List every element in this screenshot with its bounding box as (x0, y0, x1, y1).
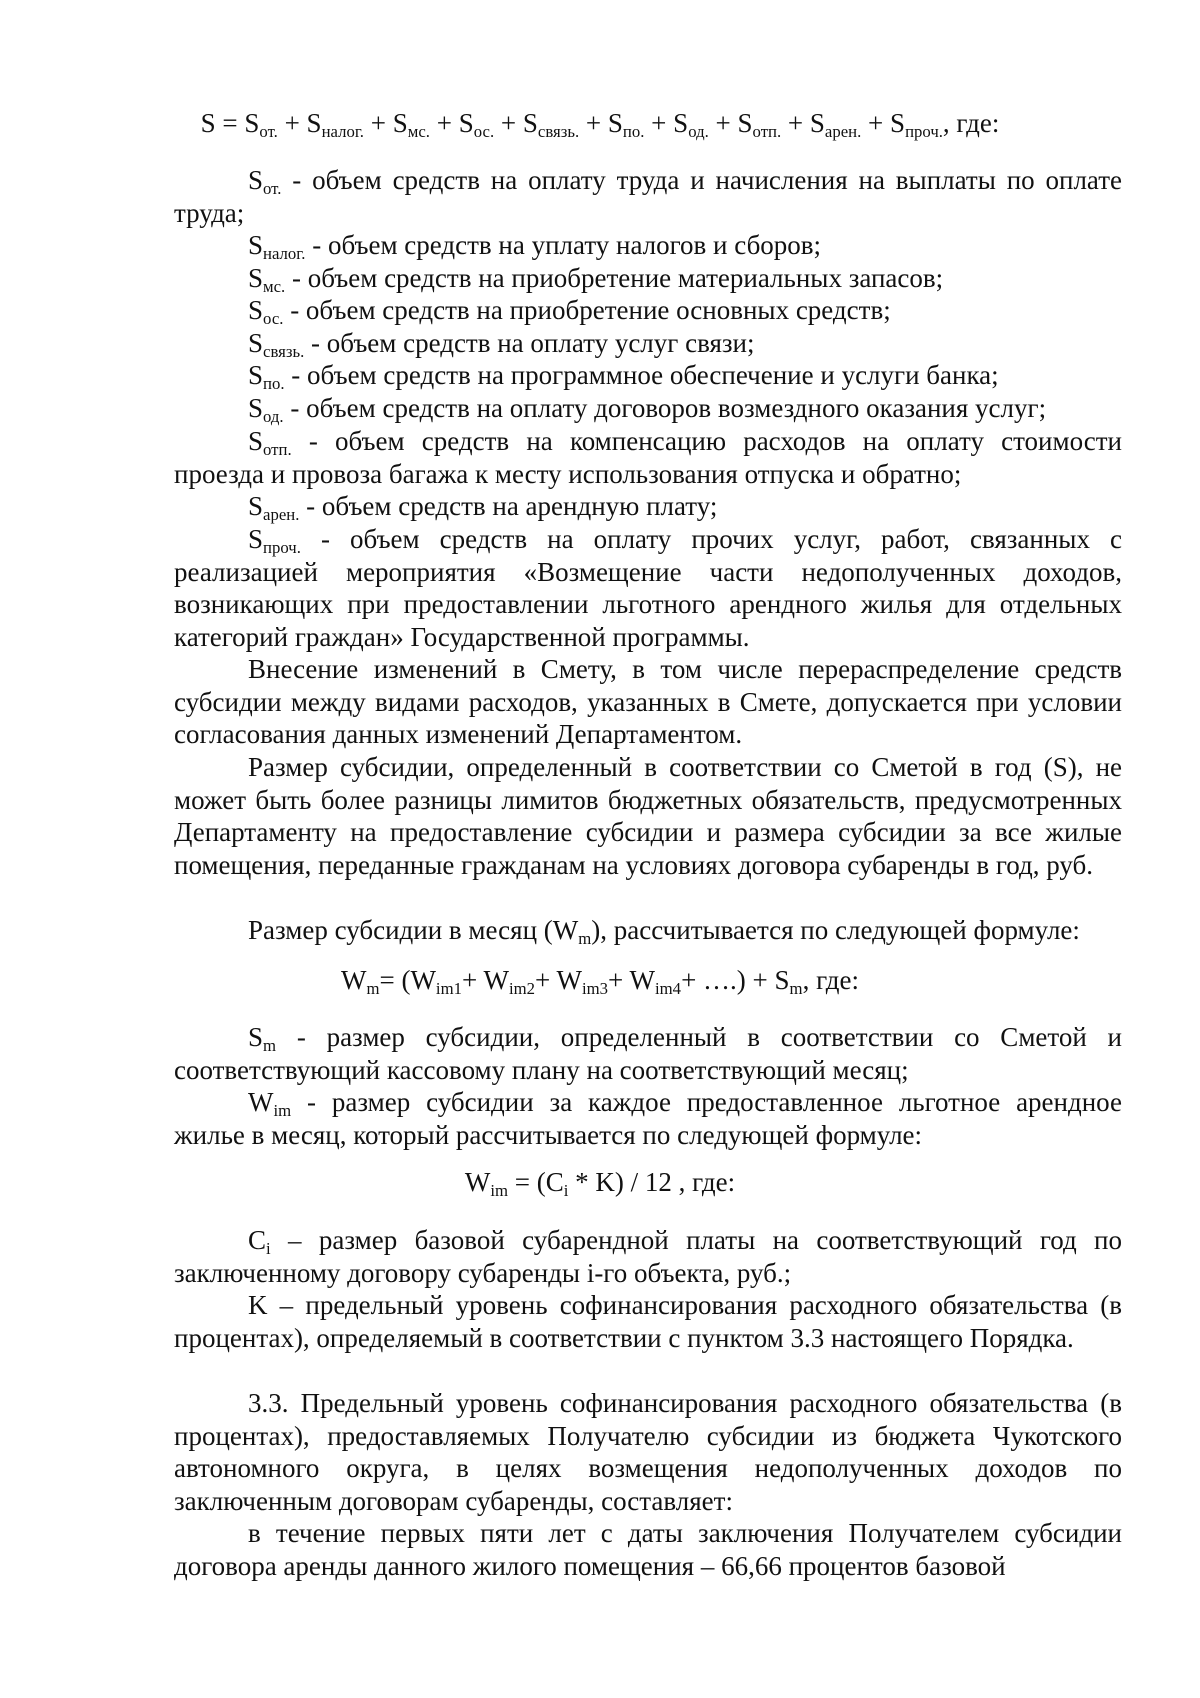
formula-lhs: S (200, 108, 216, 138)
definition-w-im: $W_{im}$ - размер субсидии за каждое предоставленное льготное арендное жилье в месяц, который рассчитывается по следующей формуле: (174, 1087, 1122, 1150)
formula-term: $S_{налог.}$ (306, 108, 364, 142)
definition-s-otp: $S_{отп.}$ - объем средств на компенсацию расходов на оплату стоимости проезда и провоза багажа к месту использования отпуска и обратно; (174, 426, 1122, 489)
paragraph-monthly-subsidy: Размер субсидии в месяц $(W_m)$, рассчитывается по следующей формуле: (248, 915, 1080, 949)
formula-tail: , где: (942, 108, 1000, 138)
formula-total-s: $S = S_{от.} + S_{налог.} + S_{мс.} + S_{ос.} + S_{связь.} + S_{по.} + S_{од.} + S_{отп.} + S_{арен.} + S_{проч.}$, где: (200, 108, 1000, 142)
definition-s-m: $S_m$ - размер субсидии, определенный в соответствии со Сметой и соответствующий кассовому плану на соответствующий месяц; (174, 1022, 1122, 1085)
definition-c-i: $C_i$ – размер базовой субарендной платы на соответствующий год по заключенному договору субаренды i-го объекта, руб.; (174, 1225, 1122, 1288)
formula-monthly-w: $W_m= (W_{im1}+ W_{im2}+ W_{im3}+ W_{im4}+$ ….) + $S_m$, где: (340, 965, 860, 999)
definition-s-aren: $S_{арен.}$ - объем средств на арендную плату; (248, 491, 718, 525)
definition-s-ot: $S_{от.}$ - объем средств на оплату труда и начисления на выплаты по оплате труда; (174, 165, 1122, 228)
definition-s-od: $S_{од.}$ - объем средств на оплату договоров возмездного оказания услуг; (248, 393, 1047, 427)
definition-s-ms: $S_{мс.}$ - объем средств на приобретение материальных запасов; (248, 263, 944, 297)
definition-s-svyaz: $S_{связь.}$ - объем средств на оплату услуг связи; (248, 328, 755, 362)
formula-term: $S_{арен.}$ (809, 108, 862, 142)
paragraph-3-3: 3.3. Предельный уровень софинансирования расходного обязательства (в процентах), предоставляемых Получателю субсидии из бюджета Чукотского автономного округа, в целях возмещения недополученных доходов по заключенным договорам субаренды, составляет: (174, 1388, 1122, 1516)
definition-s-os: $S_{ос.}$ - объем средств на приобретение основных средств; (248, 295, 891, 329)
formula-term: $S_{проч.}$ (890, 108, 943, 142)
formula-term: $S_{од.}$ (673, 108, 709, 142)
formula-term: $S_{от.}$ (244, 108, 278, 142)
formula-term: $S_{отп.}$ (737, 108, 782, 142)
formula-term: $S_{ос.}$ (458, 108, 495, 142)
definition-s-po: $S_{по.}$ - объем средств на программное обеспечение и услуги банка; (248, 360, 999, 394)
definition-k: K – предельный уровень софинансирования расходного обязательства (в процентах), определяемый в соответствии с пунктом 3.3 настоящего Порядка. (174, 1290, 1122, 1353)
definition-s-nalog: $S_{налог.}$ - объем средств на уплату налогов и сборов; (248, 230, 822, 264)
paragraph-subsidy-size: Размер субсидии, определенный в соответствии со Сметой в год (S), не может быть более разницы лимитов бюджетных обязательств, предусмотренных Департаменту на предоставление субсидии и размера субсидии за все жилые помещения, переданные гражданам на условиях договора субаренды в год, руб. (174, 752, 1122, 880)
formula-term: $S_{по.}$ (607, 108, 645, 142)
paragraph-estimate-changes: Внесение изменений в Смету, в том числе перераспределение средств субсидии между видами расходов, указанных в Смете, допускается при условии согласования данных изменений Департаментом. (174, 654, 1122, 750)
formula-term: $S_{связь.}$ (522, 108, 580, 142)
formula-term: $S_{мс.}$ (392, 108, 430, 142)
definition-s-proch: $S_{проч.}$ - объем средств на оплату прочих услуг, работ, связанных с реализацией мероприятия «Возмещение части недополученных доходов, возникающих при предоставлении льготного арендного жилья для отдельных категорий граждан» Государственной программы. (174, 524, 1122, 652)
formula-w-im: $W_{im} = (C_i * K) / 12$ , где: (464, 1167, 736, 1201)
paragraph-first-five-years: в течение первых пяти лет с даты заключения Получателем субсидии договора аренды данного жилого помещения – 66,66 процентов базовой (174, 1518, 1122, 1581)
